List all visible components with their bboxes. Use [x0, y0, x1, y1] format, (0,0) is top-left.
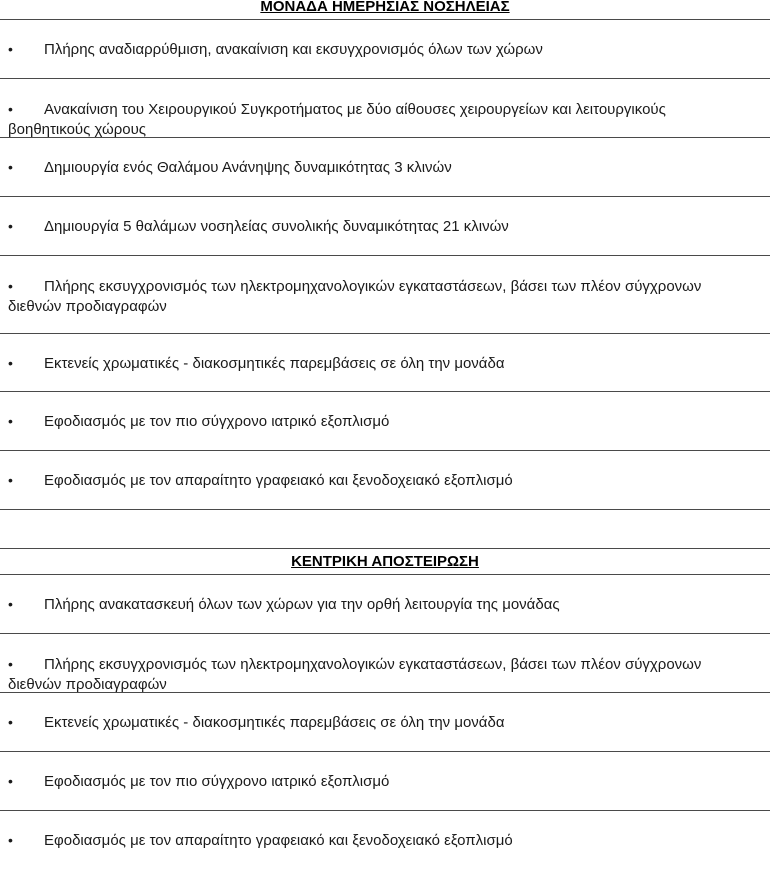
list-item: • Εφοδιασμός με τον πιο σύγχρονο ιατρικό εξοπλισμό — [0, 751, 770, 810]
bullet-icon: • — [8, 472, 13, 488]
list-item: • Εκτενείς χρωματικές - διακοσμητικές παρεμβάσεις σε όλη την μονάδα — [0, 333, 770, 391]
bullet-icon: • — [8, 159, 13, 175]
bullet-icon: • — [8, 41, 13, 57]
divider — [0, 509, 770, 510]
bullet-icon: • — [8, 413, 13, 429]
list-item: • Πλήρης εκσυγχρονισμός των ηλεκτρομηχανολογικών εγκαταστάσεων, βάσει των πλέον σύγχρονων διεθνών προδιαγραφών — [0, 255, 770, 333]
bullet-icon: • — [8, 218, 13, 234]
bullet-icon: • — [8, 278, 13, 294]
list-item: • Πλήρης ανακατασκευή όλων των χώρων για την ορθή λειτουργία της μονάδας — [0, 574, 770, 633]
list-item: • Εφοδιασμός με τον απαραίτητο γραφειακό και ξενοδοχειακό εξοπλισμό — [0, 450, 770, 509]
list-item: • Εκτενείς χρωματικές - διακοσμητικές παρεμβάσεις σε όλη την μονάδα — [0, 692, 770, 751]
list-item: • Εφοδιασμός με τον πιο σύγχρονο ιατρικό εξοπλισμό — [0, 391, 770, 450]
bullet-icon: • — [8, 832, 13, 848]
list-item: • Ανακαίνιση του Χειρουργικού Συγκροτήματος με δύο αίθουσες χειρουργείων και λειτουργικούς βοηθητικούς χώρους — [0, 78, 770, 137]
divider — [0, 548, 770, 549]
bullet-icon: • — [8, 656, 13, 672]
bullet-icon: • — [8, 596, 13, 612]
section-title: ΜΟΝΑΔΑ ΗΜΕΡΗΣΙΑΣ ΝΟΣΗΛΕΙΑΣ — [260, 0, 510, 15]
bullet-icon: • — [8, 101, 13, 117]
list-item: • Πλήρης εκσυγχρονισμός των ηλεκτρομηχανολογικών εγκαταστάσεων, βάσει των πλέον σύγχρονων διεθνών προδιαγραφών — [0, 633, 770, 692]
bullet-icon: • — [8, 714, 13, 730]
list-item: • Δημιουργία 5 θαλάμων νοσηλείας συνολικής δυναμικότητας 21 κλινών — [0, 196, 770, 255]
section-title: ΚΕΝΤΡΙΚΗ ΑΠΟΣΤΕΙΡΩΣΗ — [291, 553, 479, 570]
section-central-sterilization — [0, 548, 770, 860]
bullet-icon: • — [8, 773, 13, 789]
list-item: • Εφοδιασμός με τον απαραίτητο γραφειακό και ξενοδοχειακό εξοπλισμό — [0, 810, 770, 860]
bullet-icon: • — [8, 355, 13, 371]
list-item: • Δημιουργία ενός Θαλάμου Ανάνηψης δυναμικότητας 3 κλινών — [0, 137, 770, 196]
list-item: • Πλήρης αναδιαρρύθμιση, ανακαίνιση και εκσυγχρονισμός όλων των χώρων — [0, 19, 770, 78]
